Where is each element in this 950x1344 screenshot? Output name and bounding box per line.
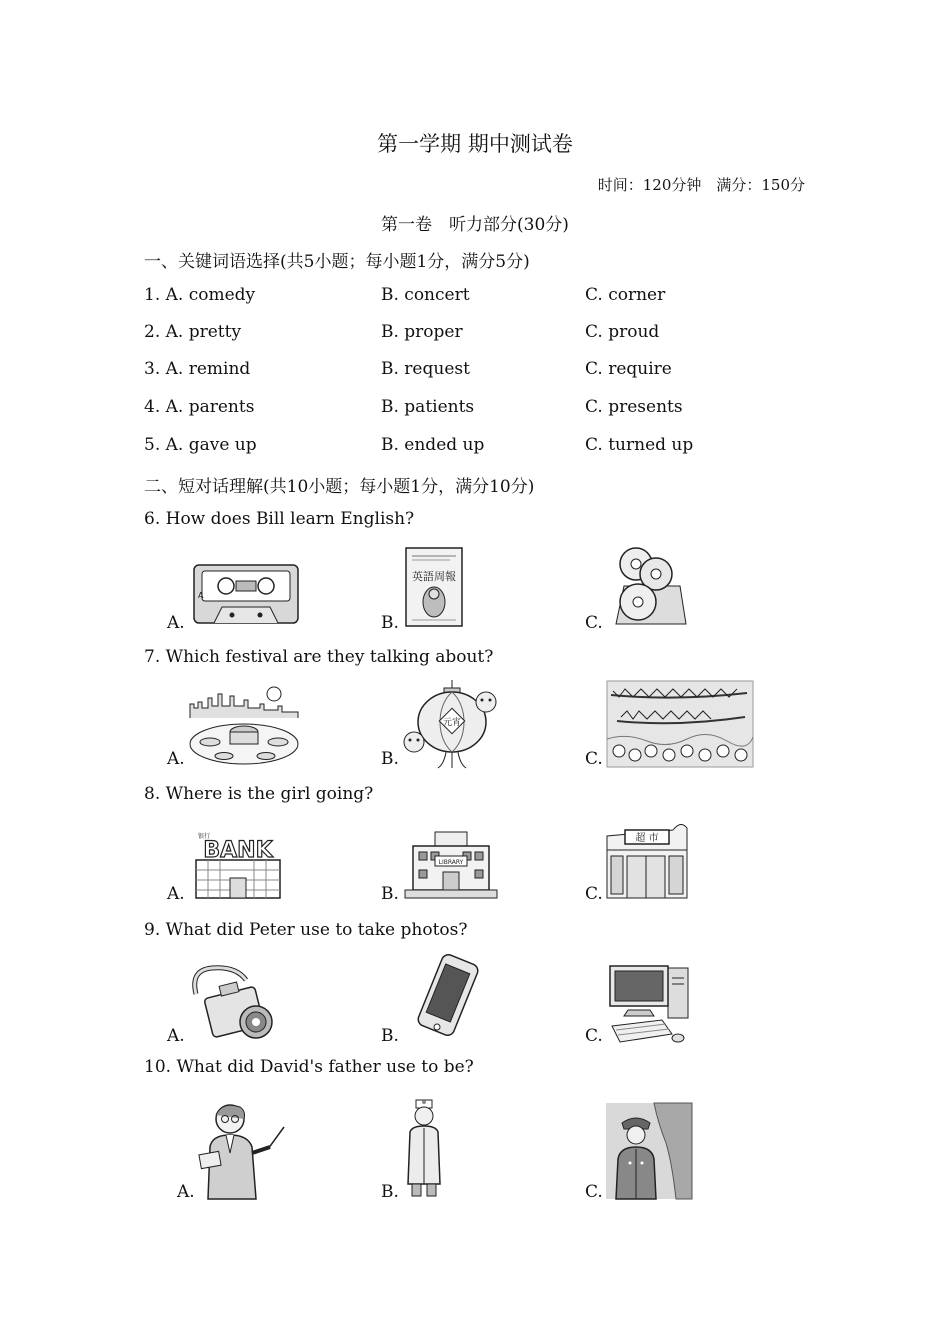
desktop-computer-icon [606, 964, 690, 1044]
q6-option-c-label: C. [585, 613, 603, 633]
newspaper-title: 英語周報 [412, 570, 456, 583]
q8-option-a-label: A. [167, 884, 185, 904]
q10-option-a-label: A. [177, 1182, 195, 1202]
option-5b: B. ended up [381, 435, 485, 455]
police-officer-icon [606, 1103, 692, 1199]
option-5a: 5. A. gave up [144, 435, 257, 455]
q10-option-c-label: C. [585, 1182, 603, 1202]
teacher-icon [196, 1101, 286, 1199]
question-9: 9. What did Peter use to take photos? [144, 920, 468, 940]
cassette-tape-icon [192, 563, 300, 627]
option-4c: C. presents [585, 397, 683, 417]
lantern-festival-icon [402, 680, 498, 770]
option-2c: C. proud [585, 322, 660, 342]
part-heading: 第一卷 听力部分(30分) [381, 215, 569, 235]
question-6: 6. How does Bill learn English? [144, 509, 415, 529]
exam-time-score: 时间：120分钟 满分：150分 [597, 176, 805, 194]
q6-option-b-label: B. [381, 613, 399, 633]
option-4b: B. patients [381, 397, 475, 417]
section1-heading: 一、关键词语选择(共5小题；每小题1分，满分5分) [144, 252, 530, 272]
option-5c: C. turned up [585, 435, 694, 455]
option-3b: B. request [381, 359, 470, 379]
dragon-boat-race-icon [607, 681, 753, 767]
q9-option-a-label: A. [167, 1026, 185, 1046]
bank-sign: BANK [203, 838, 273, 863]
supermarket-sign: 超 市 [635, 833, 659, 844]
option-1c: C. corner [585, 285, 666, 305]
q9-option-b-label: B. [381, 1026, 399, 1046]
q7-option-a-label: A. [167, 749, 185, 769]
mid-autumn-feast-icon [188, 684, 300, 766]
option-3c: C. require [585, 359, 672, 379]
option-4a: 4. A. parents [144, 397, 255, 417]
q9-option-c-label: C. [585, 1026, 603, 1046]
question-10: 10. What did David's father use to be? [144, 1057, 474, 1077]
question-8: 8. Where is the girl going? [144, 784, 374, 804]
newspaper-icon [404, 546, 464, 628]
page-title: 第一学期 期中测试卷 [377, 132, 573, 156]
option-2b: B. proper [381, 322, 463, 342]
option-3a: 3. A. remind [144, 359, 251, 379]
camera-icon [190, 962, 280, 1042]
q8-option-b-label: B. [381, 884, 399, 904]
supermarket-building-icon [605, 820, 689, 900]
q10-option-b-label: B. [381, 1182, 399, 1202]
svg-text:A: A [198, 591, 204, 600]
doctor-icon [404, 1098, 444, 1198]
q6-option-a-label: A. [167, 613, 185, 633]
cd-discs-icon [610, 546, 690, 626]
bank-building-icon [194, 830, 282, 900]
option-2a: 2. A. pretty [144, 322, 242, 342]
bank-sign-small: 银行 [198, 833, 211, 840]
library-building-icon [403, 830, 499, 900]
q8-option-c-label: C. [585, 884, 603, 904]
smartphone-icon [415, 955, 481, 1037]
option-1b: B. concert [381, 285, 470, 305]
lantern-sign: 元宵 [442, 718, 462, 728]
question-7: 7. Which festival are they talking about? [144, 647, 494, 667]
option-1a: 1. A. comedy [144, 285, 256, 305]
q7-option-c-label: C. [585, 749, 603, 769]
library-sign: LIBRARY [438, 859, 464, 866]
q7-option-b-label: B. [381, 749, 399, 769]
section2-heading: 二、短对话理解(共10小题；每小题1分，满分10分) [144, 477, 535, 497]
